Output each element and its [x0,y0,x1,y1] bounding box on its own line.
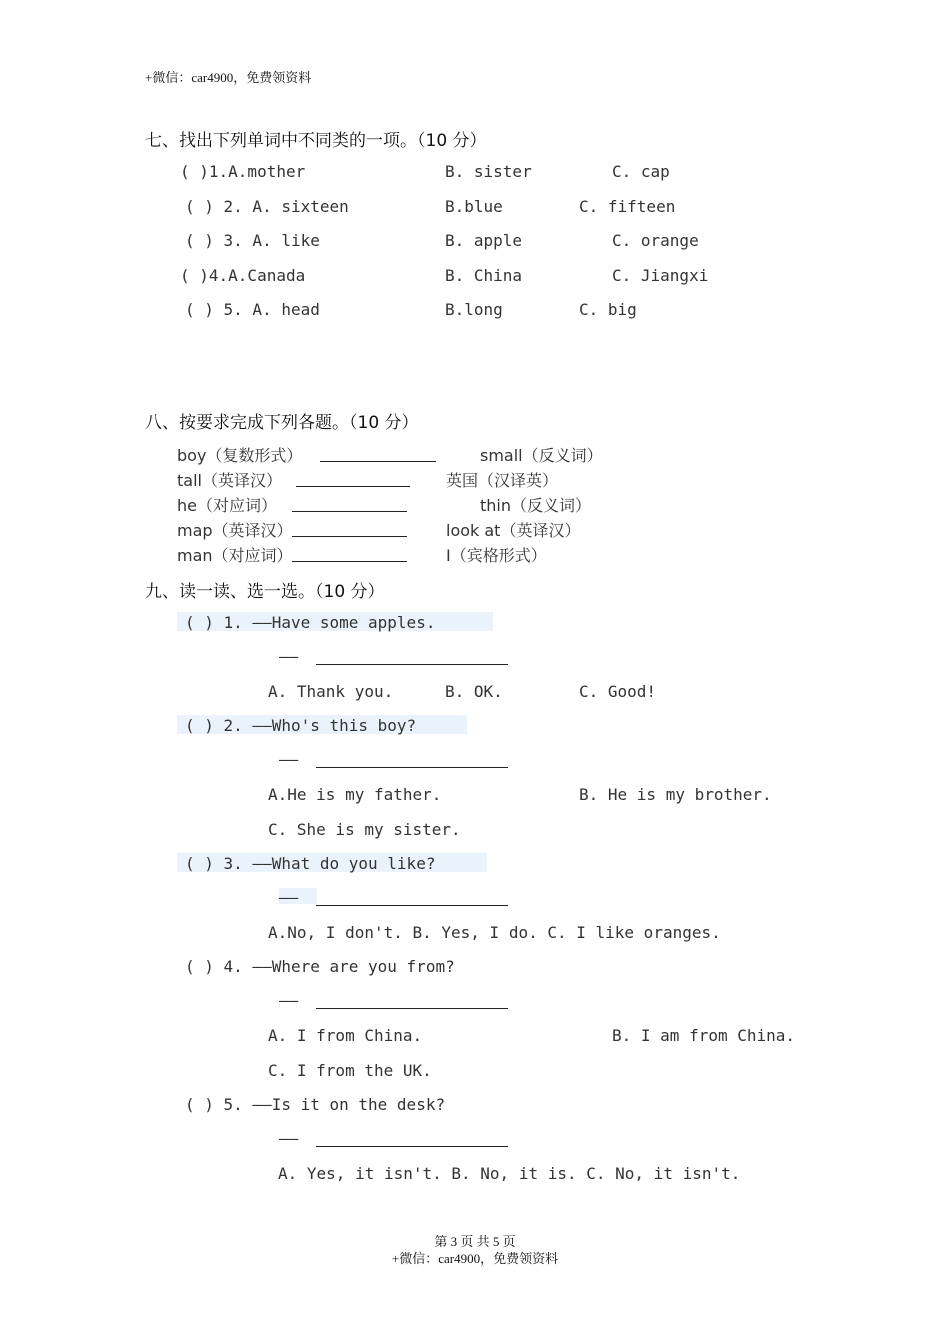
s8-left-5-blank[interactable] [292,547,407,562]
s8-right-5: I（宾格形式） [446,546,547,565]
s9-q3-opts: A.No, I don't. B. Yes, I do. C. I like oranges. [268,923,721,942]
s7-q4-c: C. Jiangxi [612,266,709,285]
s9-q2-answer-blank[interactable] [316,753,508,768]
s7-q5-b: B.long [445,300,503,319]
s9-q4-answer-blank[interactable] [316,994,508,1009]
s9-q1-opt-a: A. Thank you. [268,682,394,701]
s9-q2-answer-prefix: —— [279,750,299,769]
s9-q4-opt-a: A. I from China. [268,1026,423,1045]
s9-q3-answer-blank[interactable] [316,891,508,906]
s9-q2-opt-b: B. He is my brother. [579,785,772,804]
s7-q3-c: C. orange [612,231,699,250]
s7-q3-b: B. apple [445,231,523,250]
s7-q1-b: B. sister [445,162,532,181]
s8-left-1-blank[interactable] [320,447,436,462]
s8-left-1 [177,443,302,466]
s9-q2-opt-a: A.He is my father. [268,785,442,804]
s9-q3-stem: ( ) 3. ——What do you like? [185,854,436,873]
s9-q3-answer-prefix: —— [279,888,299,907]
s7-q1-c: C. cap [612,162,670,181]
s8-left-3: he（对应词） [177,496,277,515]
s8-left-5: man（对应词） [177,546,293,565]
s7-q3-stem: ( ) 3. A. like [185,231,320,250]
s8-right-2: 英国（汉译英） [446,471,559,490]
s7-q4-stem: ( )4.A.Canada [180,266,306,285]
s9-q2-stem: ( ) 2. ——Who's this boy? [185,716,417,735]
s8-left-1-label: boy（复数形式） [177,446,303,465]
s8-right-4: look at（英译汉） [446,521,581,540]
s7-q2-b: B.blue [445,197,503,216]
s8-left-4: map（英译汉） [177,521,293,540]
section-7-title: 七、找出下列单词中不同类的一项。（10 分） [145,131,487,151]
page-number: 第 3 页 共 5 页 [434,1234,516,1249]
section-8-title: 八、按要求完成下列各题。（10 分） [145,413,419,433]
s9-q1-stem: ( ) 1. ——Have some apples. [185,613,436,632]
s7-q5-c: C. big [579,300,637,319]
footer-note: +微信：car4900，免费领资料 [391,1251,559,1266]
s9-q1-opt-b: B. OK. [445,682,503,701]
s7-q4-b: B. China [445,266,523,285]
s9-q1-opt-c: C. Good! [579,682,657,701]
s9-q5-answer-prefix: —— [279,1129,299,1148]
s9-q1-answer-prefix: —— [279,647,299,666]
s7-q5-stem: ( ) 5. A. head [185,300,320,319]
s8-right-3: thin（反义词） [480,496,592,515]
s7-q2-c: C. fifteen [579,197,676,216]
s9-q4-stem: ( ) 4. ——Where are you from? [185,957,455,976]
s8-left-2-blank[interactable] [296,472,410,487]
section-9-title: 九、读一读、选一选。（10 分） [145,582,385,602]
s8-left-2: tall（英译汉） [177,471,282,490]
s7-q2-stem: ( ) 2. A. sixteen [185,197,349,216]
header-note: +微信：car4900，免费领资料 [145,70,312,85]
s9-q1-answer-blank[interactable] [316,650,508,665]
s9-q4-opt-c: C. I from the UK. [268,1061,432,1080]
s8-left-3-blank[interactable] [292,497,407,512]
s9-q5-opts: A. Yes, it isn't. B. No, it is. C. No, it isn't. [278,1164,741,1183]
s8-right-1: small（反义词） [480,446,603,465]
s9-q5-answer-blank[interactable] [316,1132,508,1147]
s7-q1-stem: ( )1.A.mother [180,162,306,181]
s9-q5-stem: ( ) 5. ——Is it on the desk? [185,1095,446,1114]
s9-q2-opt-c: C. She is my sister. [268,820,461,839]
s9-q4-answer-prefix: —— [279,991,299,1010]
s9-q4-opt-b: B. I am from China. [612,1026,796,1045]
s8-left-4-blank[interactable] [292,522,407,537]
